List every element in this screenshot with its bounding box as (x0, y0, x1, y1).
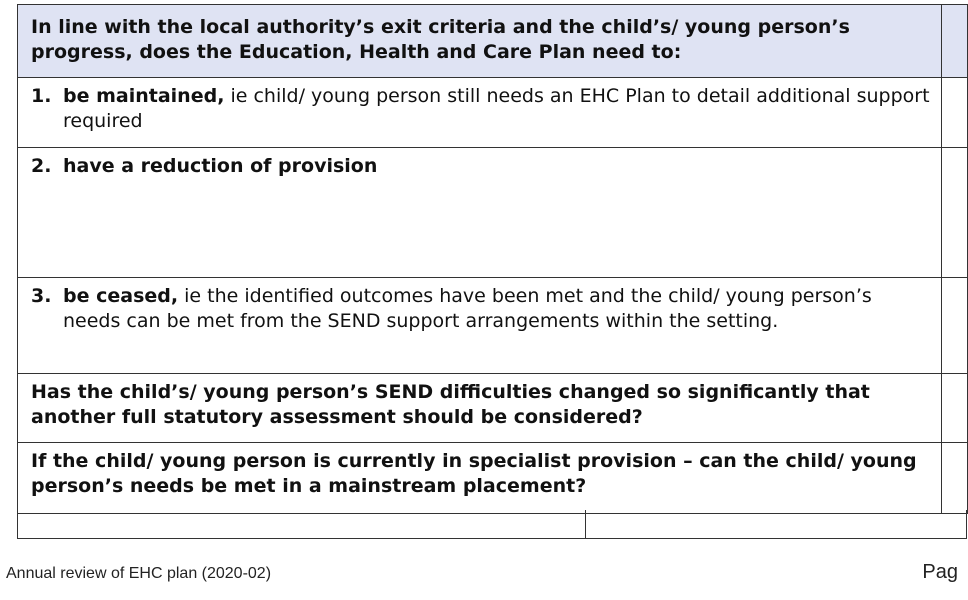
option-row-reduction (18, 148, 968, 278)
option-ceased (31, 284, 931, 334)
question-mainstream: If the child/ young person is currently in specialist provision – can the child/ young person’s needs be met in a mainstream placement? (18, 443, 942, 514)
header-answer-cell (942, 5, 968, 78)
option-title: be maintained, (63, 85, 225, 107)
option-row-maintained (18, 78, 968, 148)
footer-page-label: Pag (922, 561, 958, 583)
question-row-mainstream (18, 443, 968, 514)
footer-doc-title: Annual review of EHC plan (2020-02) (6, 565, 272, 582)
question-row-reassessment (18, 374, 968, 443)
empty-table-row (17, 510, 967, 539)
header-row (18, 5, 968, 78)
option-reduction (31, 154, 931, 179)
option-number: 1. (31, 85, 52, 107)
option-description: ie child/ young person still needs an EHC Plan to detail additional support required (63, 85, 930, 132)
empty-row-divider (585, 510, 586, 538)
answer-cell-reassessment[interactable] (942, 374, 968, 443)
answer-cell-mainstream[interactable] (942, 443, 968, 514)
option-number: 3. (31, 285, 52, 307)
option-row-ceased (18, 278, 968, 374)
option-description: ie the identified outcomes have been met and the child/ young person’s needs can be met from the SEND support arrangements within the setting. (63, 285, 872, 332)
option-title: have a reduction of provision (63, 155, 378, 177)
option-number: 2. (31, 155, 52, 177)
header-question: In line with the local authority’s exit criteria and the child’s/ young person’s progress, does the Education, Health and Care Plan need to: (18, 5, 942, 78)
answer-cell-ceased[interactable] (942, 278, 968, 374)
option-title: be ceased, (63, 285, 179, 307)
answer-cell-maintained[interactable] (942, 78, 968, 148)
option-maintained (31, 84, 931, 134)
question-reassessment: Has the child’s/ young person’s SEND difficulties changed so significantly that another full statutory assessment should be considered? (18, 374, 942, 443)
answer-cell-reduction[interactable] (942, 148, 968, 278)
review-table (17, 4, 968, 514)
